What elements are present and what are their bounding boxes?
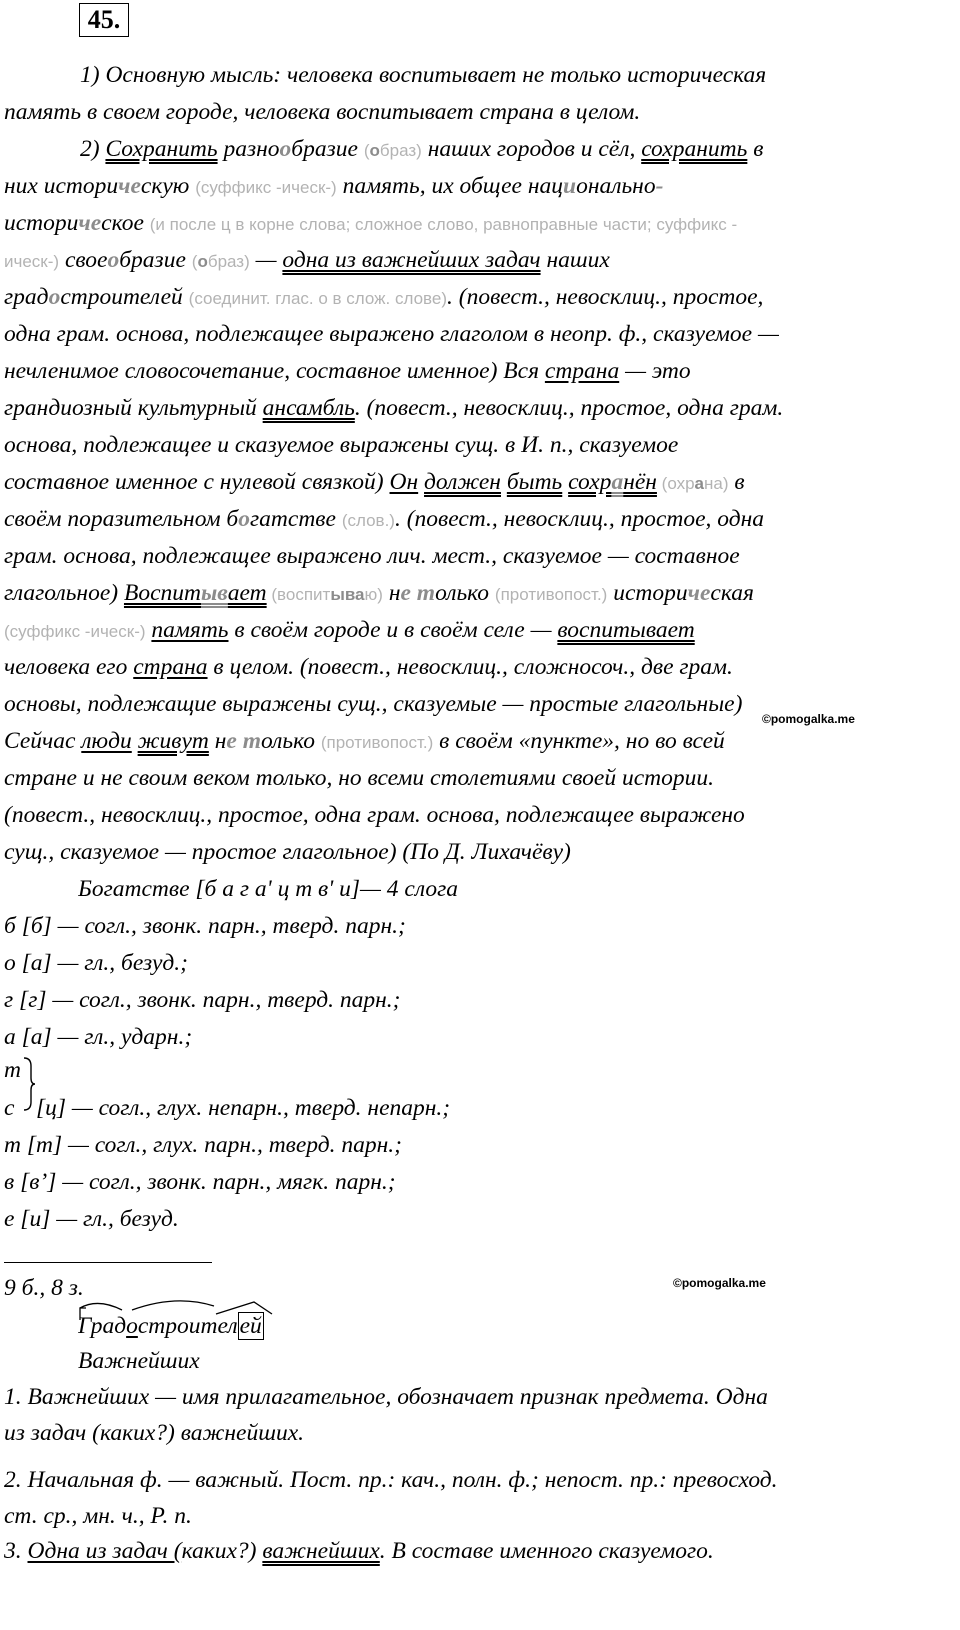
phonetic-row: е [и] — гл., безуд. [4,1206,179,1232]
answer-2-line-14: (суффикс -ическ-) память в своём городе и в своём селе — воспитывает [4,617,695,643]
answer-2-line-1: 2) Сохранить разнообразие (образ) наших городов и сёл, сохранить в [80,136,764,162]
brace-icon [22,1056,36,1112]
phonetic-row: т [4,1057,21,1083]
answer-2-line-5: градостроителей (соединит. глас. о в слож. слове). (повест., невосклиц., простое, [4,284,764,310]
answer-2-line-10: составное именное с нулевой связкой) Он должен быть сохранён (охрана) в [4,469,745,495]
morph-line: ст. ср., мн. ч., Р. п. [4,1503,192,1529]
answer-2-line-7: нечленимое словосочетание, составное именное) Вся страна — это [4,358,691,384]
morph-line: 3. Одна из задач (каких?) важнейших. В составе именного сказуемого. [4,1538,714,1564]
phonetic-row: т [т] — согл., глух. парн., тверд. парн.; [4,1132,402,1158]
phonetic-row: с [4,1095,15,1121]
answer-2-line-19: (повест., невосклиц., простое, одна грам. основа, подлежащее выражено [4,802,745,828]
answer-2-line-16: основы, подлежащие выражены сущ., сказуемые — простые глагольные) [4,691,743,717]
morph-word: Важнейших [78,1348,200,1374]
phonetic-row: [ц] — согл., глух. непарн., тверд. непарн.; [36,1095,451,1121]
exercise-number: 45. [79,3,129,37]
phonetic-title: Богатстве [б а г а' ц т в' и]— 4 слога [78,876,459,902]
answer-2-line-3: историческое (и после ц в корне слова; сложное слово, равноправные части; суффикс - [4,210,738,236]
answer-2-line-12: грам. основа, подлежащее выражено лич. мест., сказуемое — составное [4,543,740,569]
answer-2-line-20: сущ., сказуемое — простое глагольное) (По Д. Лихачёву) [4,839,571,865]
morph-line: 2. Начальная ф. — важный. Пост. пр.: кач., полн. ф.; непост. пр.: превосход. [4,1467,778,1493]
answer-2-line-2: них историческую (суффикс -ическ-) память, их общее национально- [4,173,664,199]
answer-2-line-6: одна грам. основа, подлежащее выражено глаголом в неопр. ф., сказуемое — [4,321,779,347]
answer-2-line-15: человека его страна в целом. (повест., невосклиц., сложносоч., две грам. [4,654,733,680]
answer-2-line-8: грандиозный культурный ансамбль. (повест., невосклиц., простое, одна грам. [4,395,784,421]
phonetic-row: б [б] — согл., звонк. парн., тверд. парн.; [4,913,406,939]
answer-2-line-13: глагольное) Воспитывает (воспитываю) не только (противопост.) историческая [4,580,754,606]
phonetic-row: о [а] — гл., безуд.; [4,950,188,976]
watermark: ©pomogalka.me [762,712,855,726]
answer-2-line-18: стране и не своим веком только, но всеми столетиями своей истории. [4,765,714,791]
answer-2-line-17: Сейчас люди живут не только (противопост.) в своём «пункте», но во всей [4,728,725,754]
morph-line: из задач (каких?) важнейших. [4,1420,305,1446]
morpheme-word: Градостроителей [78,1313,262,1339]
answer-1-line-2: память в своем городе, человека воспитывает страна в целом. [4,99,641,125]
phonetic-summary: 9 б., 8 з. [4,1275,84,1301]
morph-line: 1. Важнейших — имя прилагательное, обозначает признак предмета. Одна [4,1384,768,1410]
phonetic-row: г [г] — согл., звонк. парн., тверд. парн.; [4,987,401,1013]
answer-1-line-1: 1) Основную мысль: человека воспитывает не только историческая [80,62,767,88]
divider [4,1262,212,1263]
watermark: ©pomogalka.me [673,1276,766,1290]
phonetic-row: в [в’] — согл., звонк. парн., мягк. парн.; [4,1169,396,1195]
answer-2-line-4: ическ-) своеобразие (образ) — одна из важнейших задач наших [4,247,610,273]
phonetic-row: а [а] — гл., ударн.; [4,1024,193,1050]
answer-2-line-11: своём поразительном богатстве (слов.). (повест., невосклиц., простое, одна [4,506,764,532]
answer-2-line-9: основа, подлежащее и сказуемое выражены сущ. в И. п., сказуемое [4,432,679,458]
